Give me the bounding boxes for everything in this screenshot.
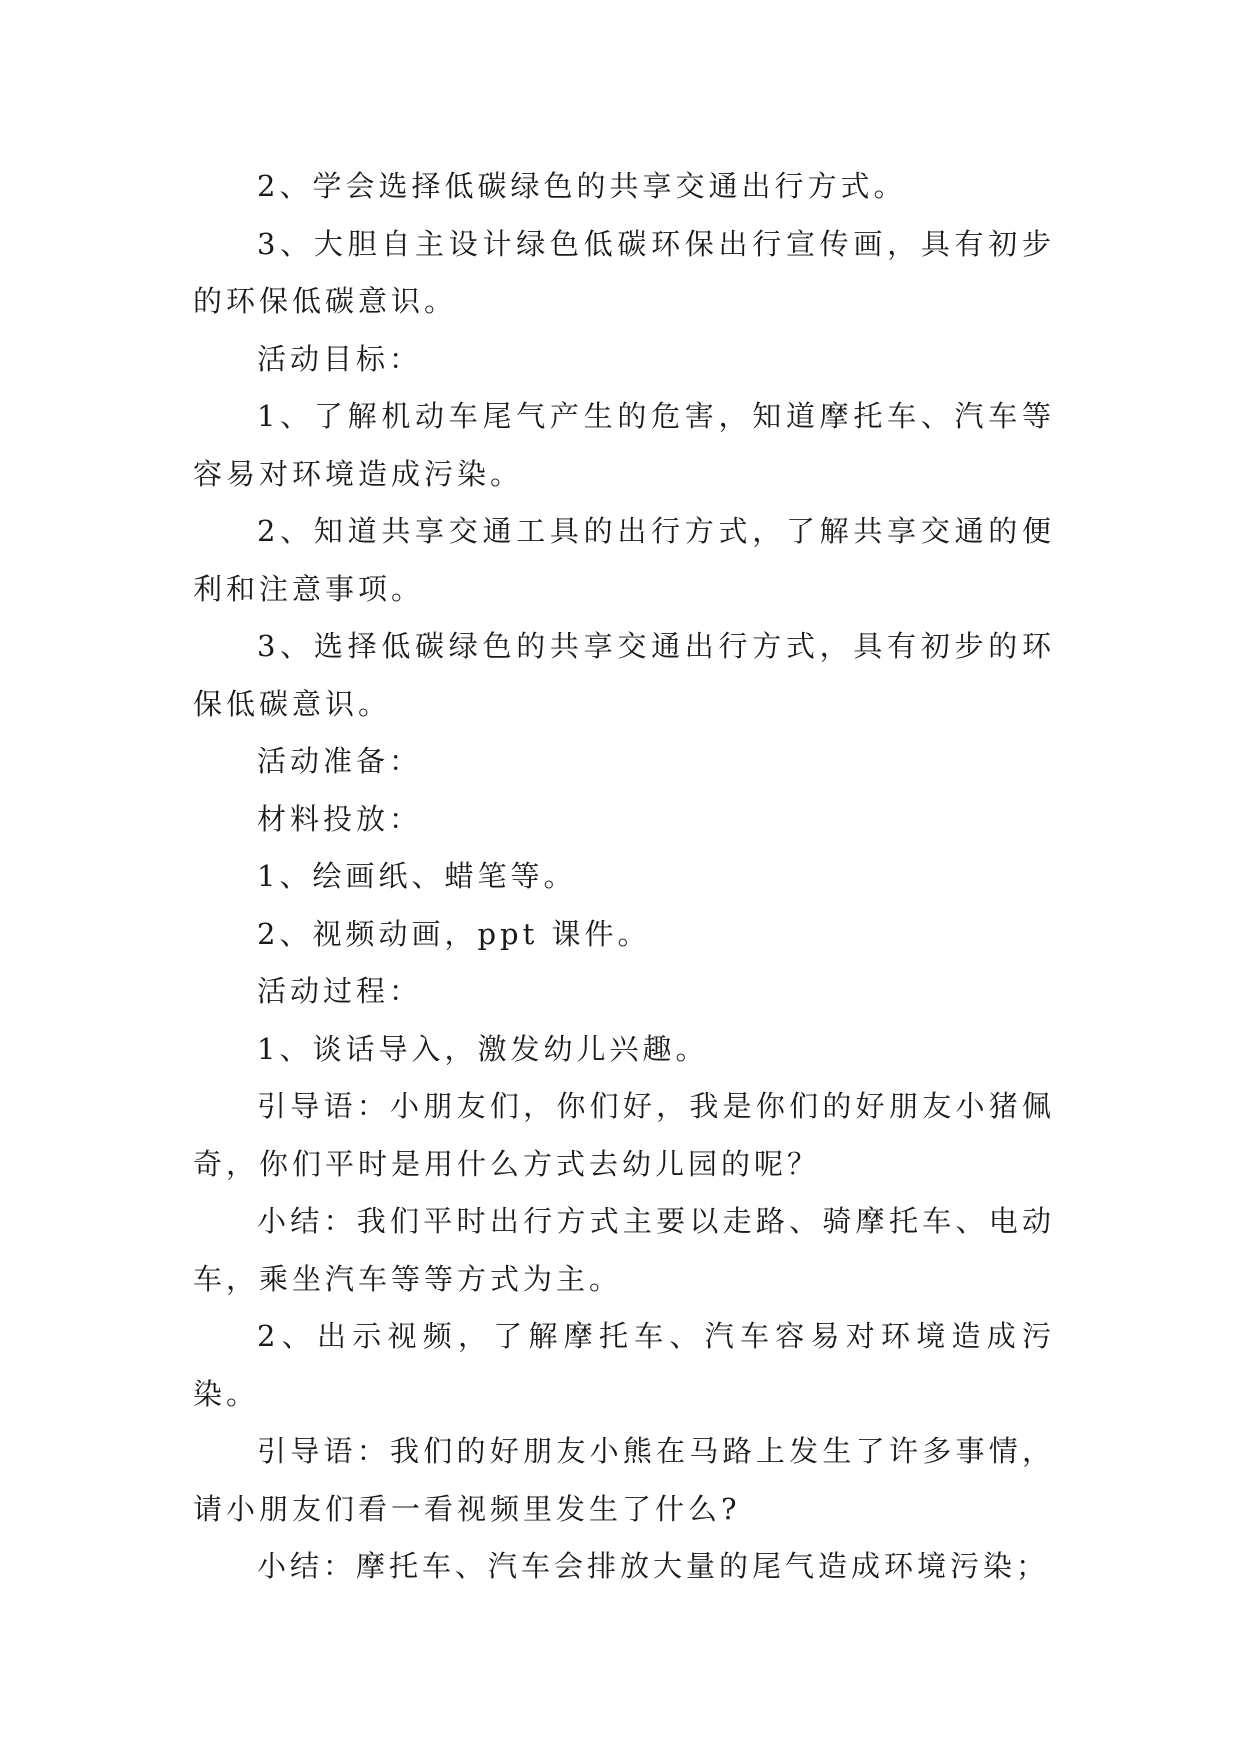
paragraph: 引导语：我们的好朋友小熊在马路上发生了许多事情，请小朋友们看一看视频里发生了什么?	[193, 1434, 1055, 1526]
paragraph: 2、出示视频，了解摩托车、汽车容易对环境造成污染。	[193, 1319, 1055, 1411]
section-heading-activity-preparation: 活动准备：	[257, 744, 423, 778]
section-heading-materials: 材料投放：	[257, 801, 423, 836]
paragraph: 2、视频动画，ppt 课件。	[257, 916, 651, 951]
section-heading-activity-goals: 活动目标：	[257, 341, 423, 376]
paragraph: 1、谈话导入，激发幼儿兴趣。	[257, 1031, 709, 1066]
paragraph: 2、学会选择低碳绿色的共享交通出行方式。	[257, 169, 907, 203]
paragraph: 2、知道共享交通工具的出行方式，了解共享交通的便利和注意事项。	[193, 514, 1055, 606]
paragraph: 引导语：小朋友们，你们好，我是你们的好朋友小猪佩奇，你们平时是用什么方式去幼儿园的呢？	[193, 1089, 1055, 1181]
paragraph: 3、选择低碳绿色的共享交通出行方式，具有初步的环保低碳意识。	[193, 629, 1055, 721]
document-body	[193, 158, 1055, 1596]
section-heading-activity-process: 活动过程：	[257, 974, 423, 1008]
paragraph: 3、大胆自主设计绿色低碳环保出行宣传画，具有初步的环保低碳意识。	[193, 226, 1055, 318]
paragraph: 小结：我们平时出行方式主要以走路、骑摩托车、电动车，乘坐汽车等等方式为主。	[193, 1204, 1055, 1296]
paragraph: 1、了解机动车尾气产生的危害，知道摩托车、汽车等容易对环境造成污染。	[193, 399, 1055, 491]
paragraph: 小结：摩托车、汽车会排放大量的尾气造成环境污染；	[257, 1549, 1050, 1583]
paragraph: 1、绘画纸、蜡笔等。	[257, 859, 577, 893]
